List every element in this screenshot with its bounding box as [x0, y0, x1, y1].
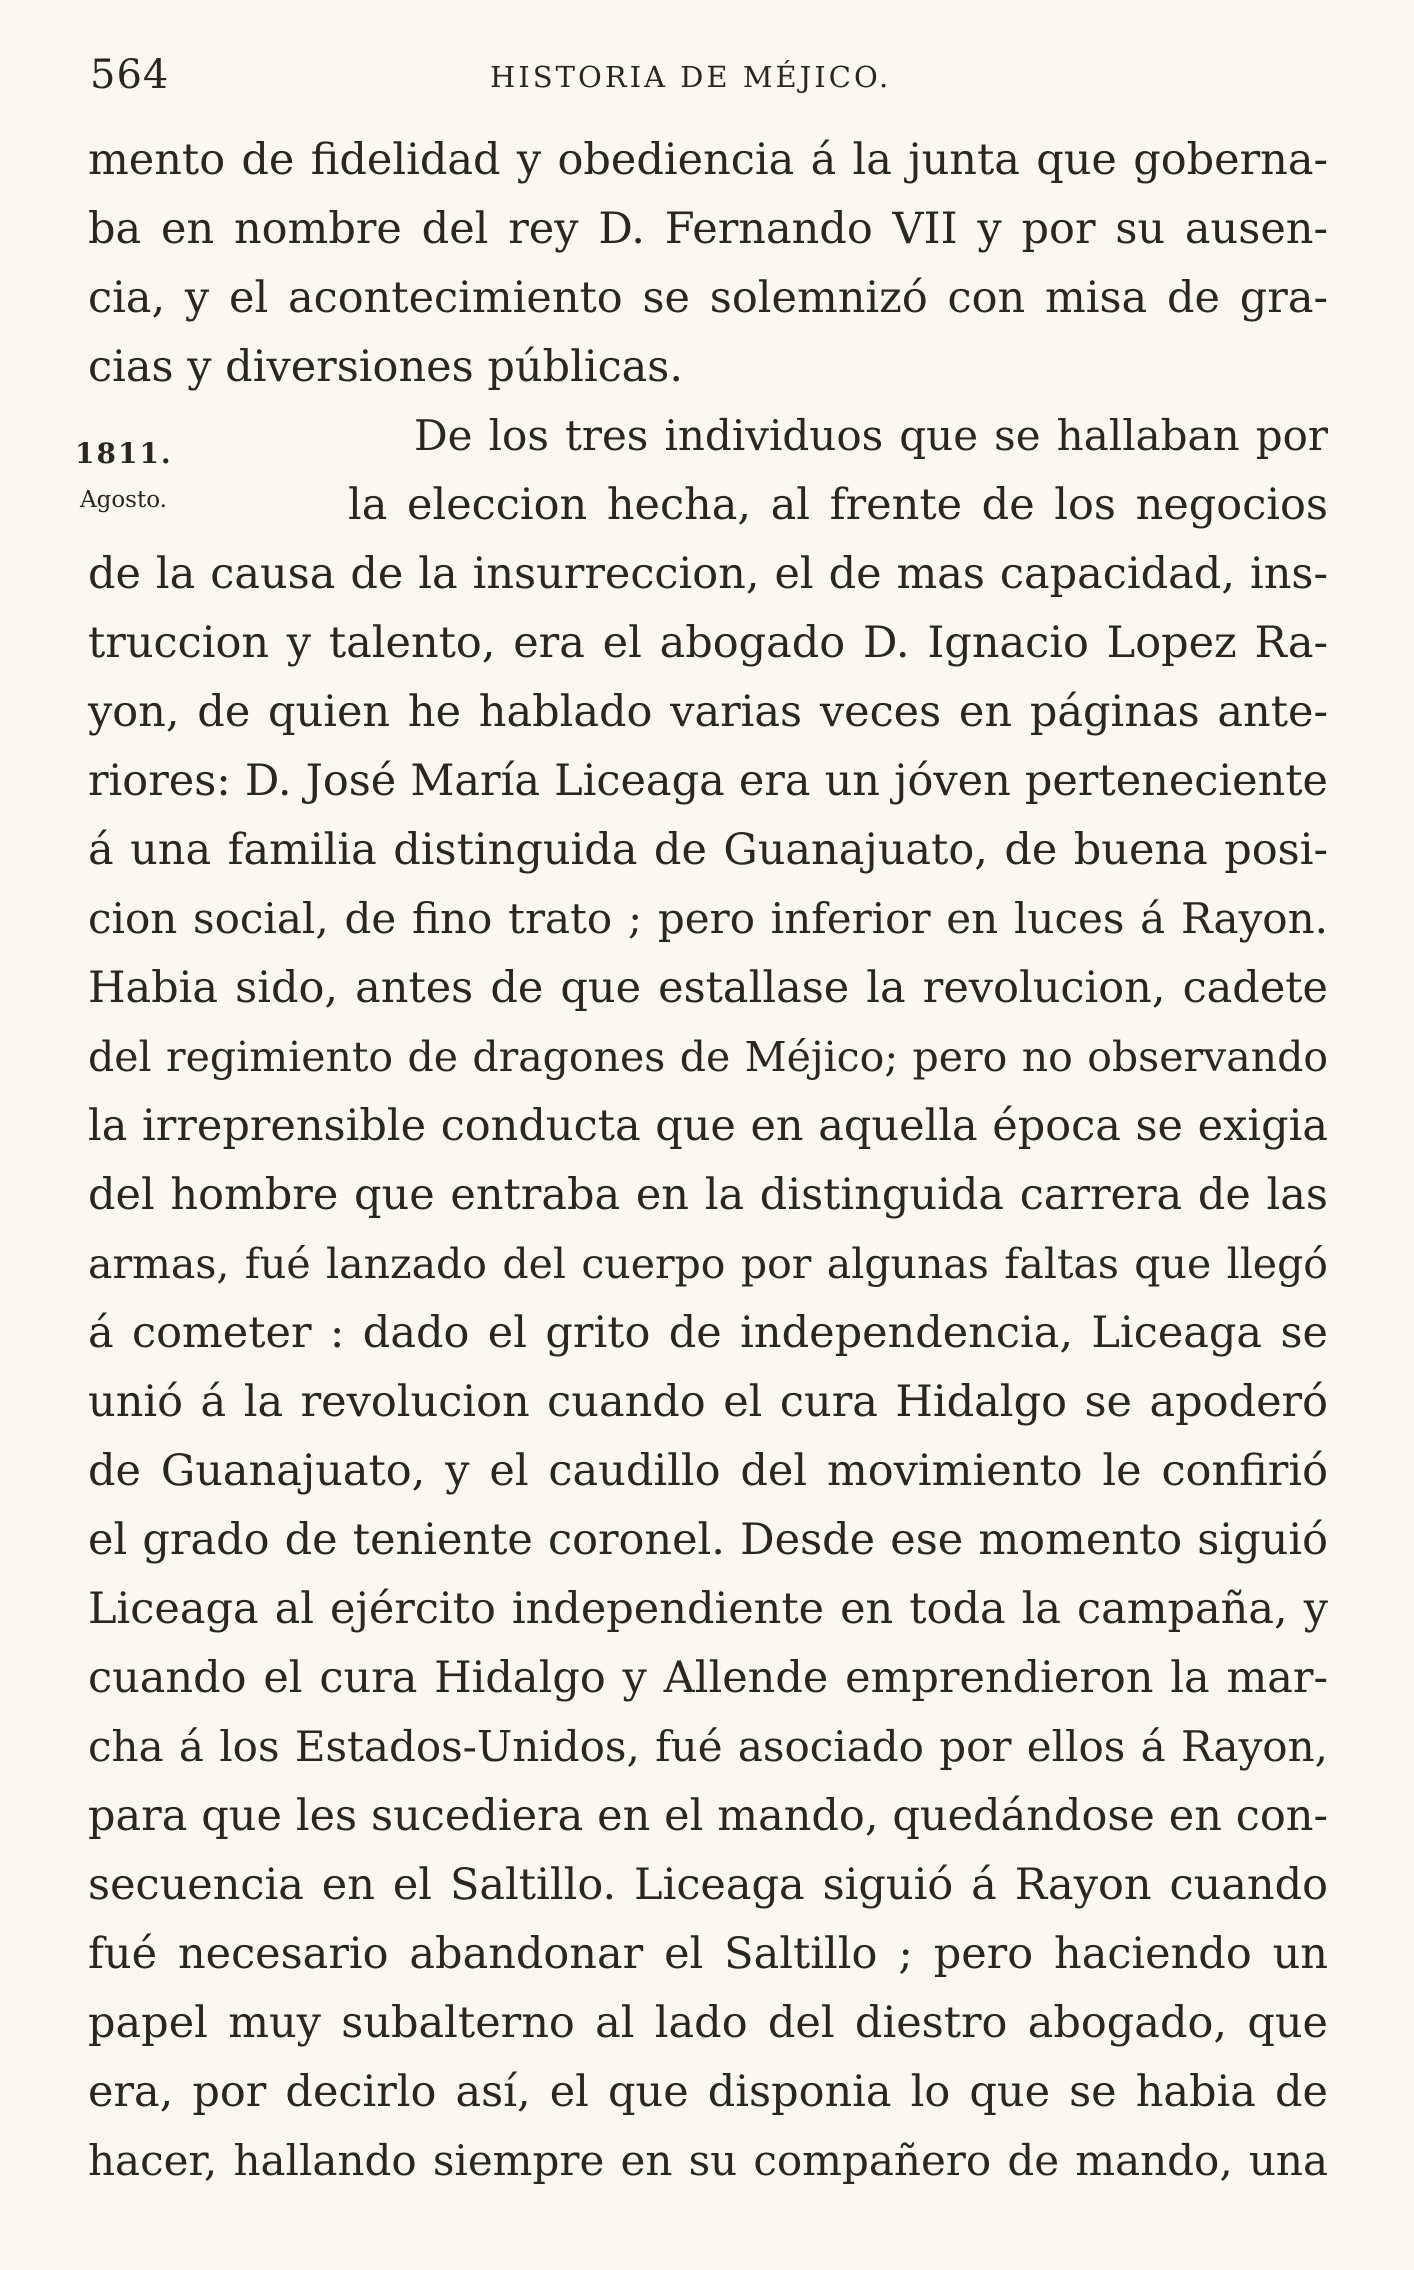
text-line: unió á la revolucion cuando el cura Hidalgo se apoderó	[88, 1377, 1328, 1427]
text-line: hacer, hallando siempre en su compañero de mando, una	[88, 2136, 1328, 2185]
text-line: á una familia distinguida de Guanajuato, de buena posi-	[88, 825, 1328, 875]
text-line: de la causa de la insurreccion, el de mas capacidad, ins-	[88, 549, 1328, 599]
text-line: Habia sido, antes de que estallase la revolucion, cadete	[88, 963, 1328, 1013]
text-line: truccion y talento, era el abogado D. Ignacio Lopez Ra-	[88, 618, 1328, 668]
text-line: secuencia en el Saltillo. Liceaga siguió á Rayon cuando	[88, 1860, 1328, 1910]
text-line: la eleccion hecha, al frente de los negocios	[348, 480, 1328, 530]
text-line: papel muy subalterno al lado del diestro abogado, que	[88, 1998, 1328, 2048]
margin-month-note: Agosto.	[80, 487, 167, 513]
text-line: del hombre que entraba en la distinguida carrera de las	[88, 1170, 1328, 1220]
text-line: De los tres individuos que se hallaban por	[414, 411, 1328, 460]
text-line: cias y diversiones públicas.	[88, 342, 684, 392]
text-line: del regimiento de dragones de Méjico; pero no observando	[88, 1033, 1328, 1081]
text-line: de Guanajuato, y el caudillo del movimiento le confirió	[88, 1446, 1328, 1496]
running-title: HISTORIA DE MÉJICO.	[490, 60, 892, 94]
text-line: Liceaga al ejército independiente en toda la campaña, y	[88, 1584, 1328, 1634]
text-line: mento de fidelidad y obediencia á la junta que goberna-	[88, 135, 1328, 185]
text-line: fué necesario abandonar el Saltillo ; pero haciendo un	[88, 1929, 1328, 1979]
text-line: cia, y el acontecimiento se solemnizó con misa de gra-	[88, 273, 1328, 323]
page-number: 564	[90, 52, 170, 98]
text-line: armas, fué lanzado del cuerpo por algunas faltas que llegó	[88, 1240, 1328, 1288]
text-line: cion social, de fino trato ; pero inferior en luces á Rayon.	[88, 894, 1328, 943]
text-line: cuando el cura Hidalgo y Allende emprendieron la mar-	[88, 1653, 1328, 1703]
text-line: para que les sucediera en el mando, quedándose en con-	[88, 1791, 1328, 1841]
text-line: riores: D. José María Liceaga era un jóven perteneciente	[88, 756, 1328, 806]
running-head	[90, 52, 1340, 112]
text-line: el grado de teniente coronel. Desde ese momento siguió	[88, 1515, 1328, 1565]
text-line: yon, de quien he hablado varias veces en páginas ante-	[88, 687, 1328, 737]
text-line: la irreprensible conducta que en aquella época se exigia	[88, 1101, 1328, 1151]
text-line: ba en nombre del rey D. Fernando VII y por su ausen-	[88, 204, 1328, 254]
text-line: era, por decirlo así, el que disponia lo que se habia de	[88, 2067, 1328, 2117]
margin-year-note: 1811.	[75, 437, 173, 470]
text-line: á cometer : dado el grito de independencia, Liceaga se	[88, 1308, 1328, 1358]
text-line: cha á los Estados-Unidos, fué asociado por ellos á Rayon,	[88, 1722, 1328, 1771]
